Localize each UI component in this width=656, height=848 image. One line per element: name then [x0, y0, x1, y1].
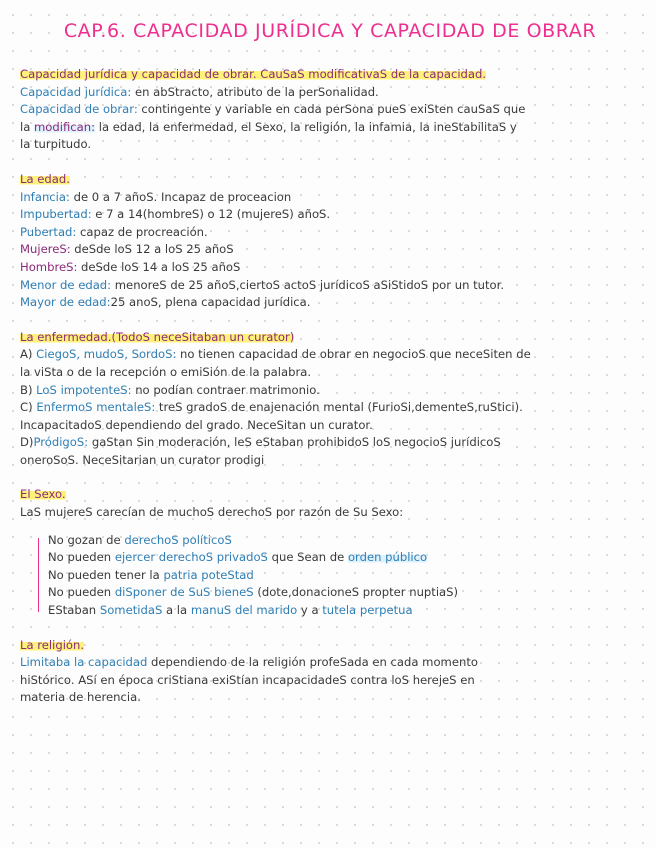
edad-term: MujereS:	[20, 242, 71, 257]
page	[20, 18, 640, 724]
religion-line3: materia de herencia.	[20, 690, 141, 705]
sexo-item-text: No pueden	[48, 550, 115, 565]
edad-heading-line	[20, 171, 640, 189]
edad-item-hombres	[20, 259, 640, 277]
sexo-item-term: orden público	[347, 550, 428, 565]
edad-text: deSde loS 12 a loS 25 añoS	[70, 242, 234, 257]
religion-line1	[20, 654, 640, 672]
edad-term: Pubertad:	[20, 224, 77, 239]
sexo-item-term: derechoS políticoS	[124, 532, 232, 547]
enfermedad-heading-extra: (TodoS neceSitaban un curator)	[111, 329, 295, 344]
enfermedad-c-text: treS gradoS de enajenación mental (FurioSi,dementeS,ruStici).	[155, 400, 523, 415]
item-marker: B)	[20, 382, 37, 397]
edad-text: capaz de procreación.	[76, 224, 208, 239]
causas-line	[20, 119, 640, 137]
sexo-item-text: No gozan de	[48, 532, 125, 547]
sexo-item-text: No pueden tener la	[48, 567, 164, 582]
edad-item-impubertad	[20, 206, 640, 224]
religion-section	[20, 637, 640, 707]
enfermedad-d-text: gaStan Sin moderación, leS eStaban prohibidoS loS negocioS jurídicoS	[88, 435, 501, 450]
sexo-item-term: tutela perpetua	[322, 603, 413, 618]
capacidad-obrar-line	[20, 101, 640, 119]
sexo-item-term: manuS del marido	[190, 603, 298, 618]
edad-item-menor	[20, 277, 640, 295]
sexo-item-text: a la	[162, 603, 191, 618]
enfermedad-b-text: no podían contraer matrimonio.	[131, 382, 320, 397]
sexo-item-term: diSponer de SuS bieneS	[114, 585, 254, 600]
enfermedad-a-line	[20, 346, 640, 364]
sexo-tree	[38, 532, 640, 620]
capacidad-obrar-text: contingente y variable en cada perSona pueS exiSten cauSaS que	[137, 102, 526, 117]
item-marker: C)	[20, 400, 37, 415]
religion-term: Limitaba la capacidad	[20, 655, 148, 670]
edad-term: Infancia:	[20, 189, 70, 204]
enfermedad-b-term: LoS impotenteS:	[36, 382, 132, 397]
enfermedad-b-line	[20, 382, 640, 400]
sexo-item	[48, 602, 640, 620]
sexo-item-text: No pueden	[48, 585, 115, 600]
sexo-item-text: y a	[297, 603, 323, 618]
intro-heading-line	[20, 66, 640, 84]
edad-item-mujeres	[20, 241, 640, 259]
sexo-item	[48, 549, 640, 567]
sexo-item	[48, 584, 640, 602]
capacidad-juridica-line	[20, 84, 640, 102]
edad-term: HombreS:	[20, 259, 78, 274]
causas-text: la edad, la enfermedad, el Sexo, la religión, la infamia, la ineStabilitaS y	[95, 119, 517, 134]
capacidad-juridica-text: en abStracto, atributo de la perSonalidad.	[131, 84, 379, 99]
edad-text: e 7 a 14(hombreS) o 12 (mujereS) añoS.	[91, 207, 331, 222]
modifican-term: modifican:	[34, 119, 96, 134]
sexo-item-term: SometidaS	[99, 603, 163, 618]
sexo-intro: LaS mujereS carecían de muchoS derechoS por razón de Su Sexo:	[20, 505, 404, 520]
causas-pre: la	[20, 119, 35, 134]
religion-line2: hiStórico. ASí en época criStiana exiStían incapacidadeS contra loS herejeS en	[20, 672, 475, 687]
edad-text: 25 anoS, plena capacidad jurídica.	[110, 295, 311, 310]
edad-item-mayor	[20, 294, 640, 312]
edad-item-pubertad	[20, 224, 640, 242]
edad-heading: La edad.	[20, 171, 70, 186]
edad-text: deSde loS 14 a loS 25 añoS	[77, 259, 241, 274]
sexo-item-text: que Sean de	[267, 550, 348, 565]
intro-heading: Capacidad jurídica y capacidad de obrar. CauSaS modificativaS de la capacidad.	[20, 67, 487, 81]
enfermedad-heading-text: La enfermedad.	[20, 329, 112, 344]
sexo-item-text: (dote,donacioneS propter nuptiaS)	[253, 585, 459, 600]
enfermedad-a-line2: la viSta o de la recepción o emiSión de la palabra.	[20, 364, 312, 379]
edad-text: de 0 a 7 añoS. Incapaz de proceacion	[69, 189, 292, 204]
intro-section	[20, 66, 640, 154]
sexo-heading-line	[20, 486, 640, 504]
edad-term: Mayor de edad:	[20, 295, 111, 310]
causas-end-line: la turpitudo.	[20, 137, 92, 152]
page-title: CAP.6. CAPACIDAD JURÍDICA Y CAPACIDAD DE OBRAR	[63, 20, 597, 42]
enfermedad-d-term: PródigoS:	[33, 435, 89, 450]
enfermedad-c-line2: IncapacitadoS dependiendo del grado. NeceSitan un curator.	[20, 417, 373, 432]
sexo-heading: El Sexo.	[20, 487, 66, 502]
sexo-item-term: ejercer derechoS privadoS	[114, 550, 268, 565]
enfermedad-a-text: no tienen capacidad de obrar en negocioS que neceSiten de	[176, 347, 531, 362]
edad-item-infancia	[20, 189, 640, 207]
item-marker: D)	[20, 435, 34, 450]
religion-text: dependiendo de la religión profeSada en cada momento	[147, 655, 478, 670]
religion-heading-line	[20, 637, 640, 655]
sexo-item-term: patria poteStad	[163, 567, 254, 582]
capacidad-obrar-term: Capacidad de obrar:	[20, 102, 138, 117]
enfermedad-heading-line	[20, 329, 640, 347]
enfermedad-c-term: EnfermoS mentaleS:	[36, 400, 156, 415]
enfermedad-d-line	[20, 434, 640, 452]
religion-heading: La religión.	[20, 637, 85, 652]
edad-section	[20, 171, 640, 312]
enfermedad-heading	[20, 330, 294, 344]
enfermedad-a-term: CiegoS, mudoS, SordoS:	[36, 347, 177, 362]
enfermedad-c-line	[20, 399, 640, 417]
sexo-item	[48, 532, 640, 550]
edad-text: menoreS de 25 añoS,ciertoS actoS jurídicoS aSiStidoS por un tutor.	[111, 277, 505, 292]
enfermedad-section	[20, 329, 640, 470]
edad-term: Menor de edad:	[20, 277, 112, 292]
sexo-item-text: EStaban	[48, 603, 100, 618]
enfermedad-d-line2: oneroSoS. NeceSitarian un curator prodigi	[20, 452, 265, 467]
capacidad-juridica-term: Capacidad jurídica:	[20, 84, 132, 99]
sexo-section	[20, 486, 640, 619]
edad-term: Impubertad:	[20, 207, 92, 222]
sexo-item	[48, 567, 640, 585]
item-marker: A)	[20, 347, 37, 362]
